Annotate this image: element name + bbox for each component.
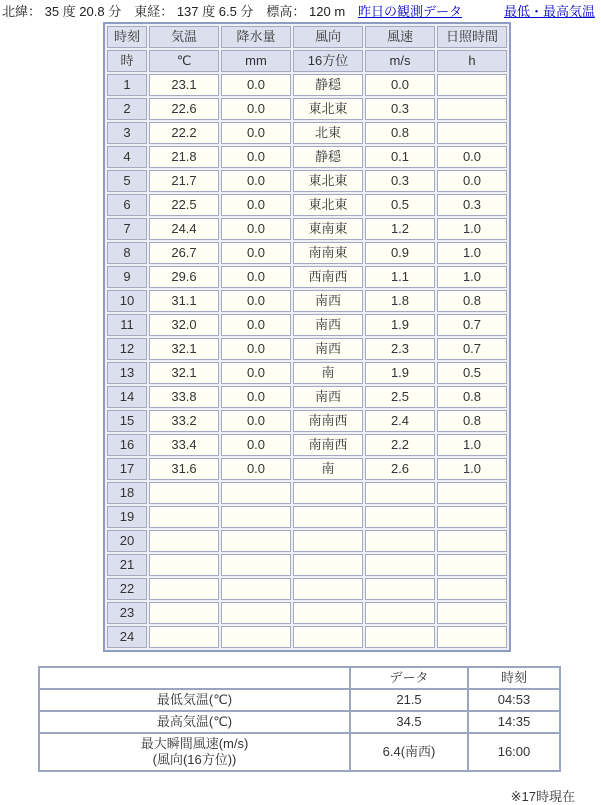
wind-speed-cell: 0.9 (365, 242, 435, 264)
temperature-cell: 23.1 (149, 74, 219, 96)
table-row (107, 458, 507, 480)
table-row (107, 290, 507, 312)
table-row (107, 122, 507, 144)
wind-direction-cell: 南 (293, 458, 363, 480)
temperature-cell: 32.1 (149, 362, 219, 384)
link-min-max-temperature[interactable]: 最低・最高気温 (503, 4, 595, 19)
wind-speed-cell (365, 482, 435, 504)
temperature-cell (149, 602, 219, 624)
hour-cell: 21 (107, 554, 147, 576)
summary-column-header (39, 667, 350, 689)
table-row (107, 506, 507, 528)
wind-direction-cell: 東北東 (293, 194, 363, 216)
precipitation-cell (221, 506, 291, 528)
summary-time-value: 16:00 (468, 733, 560, 771)
station-info-bar (0, 0, 601, 20)
temperature-cell: 21.8 (149, 146, 219, 168)
temperature-cell: 24.4 (149, 218, 219, 240)
summary-row-label: 最大瞬間風速(m/s) (風向(16方位)) (39, 733, 350, 771)
wind-speed-cell: 1.1 (365, 266, 435, 288)
summary-table-head (39, 667, 560, 689)
table-row (39, 733, 560, 771)
temperature-cell: 22.6 (149, 98, 219, 120)
observation-unit-label: 時 (107, 50, 147, 72)
daily-extremes-table (38, 666, 561, 772)
wind-speed-cell (365, 506, 435, 528)
observation-column-header: 時刻 (107, 26, 147, 48)
wind-speed-cell: 2.6 (365, 458, 435, 480)
hour-cell: 1 (107, 74, 147, 96)
table-row (107, 554, 507, 576)
wind-direction-cell (293, 482, 363, 504)
observation-header-row (107, 26, 507, 48)
temperature-cell (149, 554, 219, 576)
precipitation-cell: 0.0 (221, 386, 291, 408)
wind-speed-cell: 0.0 (365, 74, 435, 96)
wind-speed-cell: 0.3 (365, 98, 435, 120)
table-row (107, 314, 507, 336)
observation-unit-row (107, 50, 507, 72)
sunshine-cell: 0.8 (437, 386, 507, 408)
precipitation-cell: 0.0 (221, 242, 291, 264)
sunshine-cell (437, 554, 507, 576)
summary-data-value: 21.5 (350, 689, 468, 711)
hourly-observation-table (103, 22, 511, 652)
wind-speed-cell: 2.3 (365, 338, 435, 360)
precipitation-cell: 0.0 (221, 458, 291, 480)
hour-cell: 6 (107, 194, 147, 216)
table-row (107, 146, 507, 168)
hour-cell: 19 (107, 506, 147, 528)
summary-column-header: 時刻 (468, 667, 560, 689)
summary-row-label: 最高気温(℃) (39, 711, 350, 733)
table-row (107, 338, 507, 360)
table-row (39, 689, 560, 711)
wind-direction-cell: 南西 (293, 386, 363, 408)
sunshine-cell: 0.0 (437, 146, 507, 168)
hour-cell: 13 (107, 362, 147, 384)
wind-direction-cell: 東北東 (293, 98, 363, 120)
hour-cell: 2 (107, 98, 147, 120)
precipitation-cell: 0.0 (221, 362, 291, 384)
precipitation-cell (221, 554, 291, 576)
precipitation-cell (221, 626, 291, 648)
summary-time-value: 14:35 (468, 711, 560, 733)
wind-speed-cell: 2.5 (365, 386, 435, 408)
wind-speed-cell: 2.2 (365, 434, 435, 456)
wind-direction-cell (293, 554, 363, 576)
sunshine-cell (437, 626, 507, 648)
observation-column-header: 降水量 (221, 26, 291, 48)
sunshine-cell (437, 530, 507, 552)
temperature-cell (149, 530, 219, 552)
table-row (107, 170, 507, 192)
link-yesterday-observation-data[interactable]: 昨日の観測データ (357, 4, 462, 19)
hour-cell: 15 (107, 410, 147, 432)
table-row (107, 386, 507, 408)
observation-unit-label: 16方位 (293, 50, 363, 72)
observation-column-header: 風向 (293, 26, 363, 48)
hour-cell: 14 (107, 386, 147, 408)
temperature-cell: 32.1 (149, 338, 219, 360)
table-row (107, 98, 507, 120)
hour-cell: 5 (107, 170, 147, 192)
wind-speed-cell (365, 530, 435, 552)
wind-direction-cell (293, 530, 363, 552)
wind-direction-cell: 南南西 (293, 434, 363, 456)
wind-direction-cell (293, 602, 363, 624)
summary-header-row (39, 667, 560, 689)
wind-speed-cell (365, 626, 435, 648)
table-row (107, 410, 507, 432)
observation-table-body (107, 74, 507, 648)
precipitation-cell: 0.0 (221, 266, 291, 288)
sunshine-cell (437, 122, 507, 144)
table-row (107, 194, 507, 216)
summary-column-header: データ (350, 667, 468, 689)
sunshine-cell: 1.0 (437, 434, 507, 456)
observation-unit-label: h (437, 50, 507, 72)
table-row (107, 218, 507, 240)
precipitation-cell: 0.0 (221, 74, 291, 96)
precipitation-cell: 0.0 (221, 146, 291, 168)
summary-time-value: 04:53 (468, 689, 560, 711)
hour-cell: 4 (107, 146, 147, 168)
wind-speed-cell: 0.3 (365, 170, 435, 192)
hour-cell: 23 (107, 602, 147, 624)
summary-table-body (39, 689, 560, 771)
wind-direction-cell: 南西 (293, 314, 363, 336)
table-row (107, 578, 507, 600)
hour-cell: 24 (107, 626, 147, 648)
sunshine-cell: 0.8 (437, 410, 507, 432)
observation-column-header: 気温 (149, 26, 219, 48)
observation-table-head (107, 26, 507, 72)
hour-cell: 10 (107, 290, 147, 312)
table-row (107, 602, 507, 624)
precipitation-cell: 0.0 (221, 194, 291, 216)
table-row (39, 711, 560, 733)
wind-speed-cell: 0.5 (365, 194, 435, 216)
precipitation-cell: 0.0 (221, 314, 291, 336)
temperature-cell: 22.2 (149, 122, 219, 144)
precipitation-cell: 0.0 (221, 122, 291, 144)
sunshine-cell (437, 602, 507, 624)
wind-direction-cell: 東南東 (293, 218, 363, 240)
wind-direction-cell: 西南西 (293, 266, 363, 288)
precipitation-cell: 0.0 (221, 218, 291, 240)
observation-column-header: 日照時間 (437, 26, 507, 48)
sunshine-cell: 0.8 (437, 290, 507, 312)
wind-direction-cell (293, 578, 363, 600)
sunshine-cell: 0.7 (437, 338, 507, 360)
wind-direction-cell: 静穏 (293, 74, 363, 96)
hour-cell: 9 (107, 266, 147, 288)
precipitation-cell (221, 578, 291, 600)
observation-unit-label: mm (221, 50, 291, 72)
summary-row-label: 最低気温(℃) (39, 689, 350, 711)
temperature-cell: 21.7 (149, 170, 219, 192)
sunshine-cell: 0.0 (437, 170, 507, 192)
hour-cell: 22 (107, 578, 147, 600)
temperature-cell: 26.7 (149, 242, 219, 264)
precipitation-cell: 0.0 (221, 170, 291, 192)
sunshine-cell: 0.3 (437, 194, 507, 216)
summary-data-value: 34.5 (350, 711, 468, 733)
precipitation-cell: 0.0 (221, 290, 291, 312)
wind-direction-cell: 北東 (293, 122, 363, 144)
temperature-cell: 22.5 (149, 194, 219, 216)
wind-speed-cell: 0.1 (365, 146, 435, 168)
hour-cell: 17 (107, 458, 147, 480)
sunshine-cell: 1.0 (437, 218, 507, 240)
wind-speed-cell: 2.4 (365, 410, 435, 432)
wind-speed-cell: 1.9 (365, 362, 435, 384)
temperature-cell (149, 626, 219, 648)
temperature-cell: 31.6 (149, 458, 219, 480)
observation-unit-label: m/s (365, 50, 435, 72)
wind-speed-cell: 1.2 (365, 218, 435, 240)
table-row (107, 530, 507, 552)
table-row (107, 482, 507, 504)
sunshine-cell (437, 74, 507, 96)
sunshine-cell: 0.7 (437, 314, 507, 336)
sunshine-cell: 1.0 (437, 266, 507, 288)
sunshine-cell: 0.5 (437, 362, 507, 384)
table-row (107, 266, 507, 288)
hour-cell: 3 (107, 122, 147, 144)
temperature-cell: 33.8 (149, 386, 219, 408)
precipitation-cell: 0.0 (221, 338, 291, 360)
wind-speed-cell: 1.9 (365, 314, 435, 336)
temperature-cell: 31.1 (149, 290, 219, 312)
hour-cell: 12 (107, 338, 147, 360)
table-row (107, 434, 507, 456)
wind-direction-cell: 南西 (293, 290, 363, 312)
wind-direction-cell: 東北東 (293, 170, 363, 192)
temperature-cell: 33.2 (149, 410, 219, 432)
precipitation-cell: 0.0 (221, 434, 291, 456)
wind-direction-cell: 南 (293, 362, 363, 384)
sunshine-cell: 1.0 (437, 458, 507, 480)
temperature-cell (149, 578, 219, 600)
wind-speed-cell: 1.8 (365, 290, 435, 312)
temperature-cell: 32.0 (149, 314, 219, 336)
temperature-cell (149, 506, 219, 528)
table-row (107, 626, 507, 648)
summary-data-value: 6.4(南西) (350, 733, 468, 771)
sunshine-cell (437, 482, 507, 504)
hour-cell: 16 (107, 434, 147, 456)
temperature-cell: 33.4 (149, 434, 219, 456)
wind-direction-cell: 静穏 (293, 146, 363, 168)
observation-column-header: 風速 (365, 26, 435, 48)
wind-direction-cell (293, 506, 363, 528)
hour-cell: 7 (107, 218, 147, 240)
wind-direction-cell (293, 626, 363, 648)
as-of-time-note: ※17時現在 (510, 789, 575, 804)
table-row (107, 362, 507, 384)
precipitation-cell (221, 482, 291, 504)
wind-direction-cell: 南南西 (293, 410, 363, 432)
sunshine-cell (437, 578, 507, 600)
hour-cell: 8 (107, 242, 147, 264)
hour-cell: 20 (107, 530, 147, 552)
hour-cell: 18 (107, 482, 147, 504)
station-coordinates: 北緯： 35 度 20.8 分 東経： 137 度 6.5 分 標高： 120 m (2, 4, 346, 19)
wind-speed-cell (365, 554, 435, 576)
wind-direction-cell: 南南東 (293, 242, 363, 264)
precipitation-cell (221, 530, 291, 552)
precipitation-cell: 0.0 (221, 410, 291, 432)
sunshine-cell: 1.0 (437, 242, 507, 264)
hour-cell: 11 (107, 314, 147, 336)
wind-speed-cell (365, 602, 435, 624)
wind-speed-cell: 0.8 (365, 122, 435, 144)
precipitation-cell (221, 602, 291, 624)
temperature-cell (149, 482, 219, 504)
sunshine-cell (437, 98, 507, 120)
temperature-cell: 29.6 (149, 266, 219, 288)
wind-direction-cell: 南西 (293, 338, 363, 360)
observation-unit-label: ℃ (149, 50, 219, 72)
sunshine-cell (437, 506, 507, 528)
table-row (107, 242, 507, 264)
wind-speed-cell (365, 578, 435, 600)
precipitation-cell: 0.0 (221, 98, 291, 120)
table-row (107, 74, 507, 96)
